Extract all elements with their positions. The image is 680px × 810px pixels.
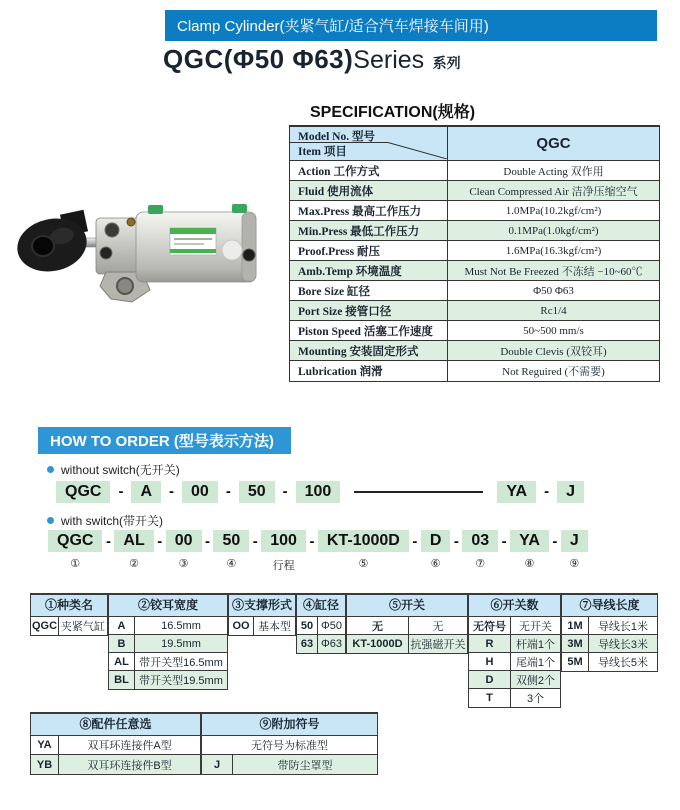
selection-row [229, 617, 295, 635]
selection-cell-desc: 导线长3米 [597, 638, 649, 651]
order-code-segment: 00 [166, 530, 202, 552]
order-code-column [114, 530, 153, 570]
without-switch-label: without switch(无开关) [61, 463, 180, 477]
selection-row [469, 653, 560, 671]
selection-row [469, 635, 560, 653]
order-code-with-switch [48, 530, 588, 573]
order-code-segment: QGC [56, 481, 110, 503]
spec-header-item-label: Item 项目 [298, 146, 347, 158]
selection-table-switch-count [468, 593, 561, 708]
without-switch-label-row [47, 461, 180, 478]
spec-row-label: Max.Press 最高工作压力 [290, 201, 448, 220]
selection-table-header: ②铰耳宽度 [109, 595, 227, 617]
selection-table-header: ⑧配件任意选 [31, 714, 200, 736]
order-code-segment: YA [510, 530, 549, 552]
selection-table-wire-length [561, 593, 658, 672]
order-code-mark: 行程 [272, 560, 295, 572]
spec-table-header [290, 127, 659, 161]
order-code-segment: 100 [296, 481, 341, 503]
spec-row-value: 50~500 mm/s [523, 324, 584, 337]
order-code-segment: AL [114, 530, 153, 552]
with-switch-label: with switch(带开关) [61, 514, 164, 528]
selection-cell-desc: 无开关 [519, 620, 552, 633]
selection-cell-desc: 杆端1个 [515, 638, 556, 651]
selection-cell-code: YA [31, 736, 59, 754]
order-code-segment: D [421, 530, 451, 552]
order-code-mark: ⑤ [358, 558, 369, 570]
order-code-column [213, 530, 249, 570]
selection-row [109, 653, 227, 671]
spec-row [290, 341, 659, 361]
spec-header-diagonal-cell [290, 127, 448, 160]
accessory-table-fitting [30, 712, 201, 775]
selection-cell-code: 50 [297, 617, 318, 634]
selection-table-switch [346, 593, 468, 654]
code-separator: - [552, 533, 558, 550]
selection-cell-desc: Φ63 [320, 638, 342, 650]
selection-cell-desc: 双耳环连接件A型 [87, 740, 172, 752]
spec-row [290, 301, 659, 321]
selection-row [109, 617, 227, 635]
selection-row [31, 617, 107, 635]
order-code-segment: QGC [48, 530, 102, 552]
code-separator: - [282, 483, 288, 500]
how-to-order-banner [38, 427, 291, 454]
code-separator: - [225, 483, 231, 500]
selection-cell-desc: 尾端1个 [515, 656, 556, 669]
spec-header-model-label: Model No. 型号 [298, 131, 375, 143]
with-switch-label-row [47, 512, 163, 529]
order-code-column [166, 530, 202, 570]
selection-cell-desc: 16.5mm [161, 619, 201, 632]
code-separator: - [157, 533, 163, 550]
cushion-cap [148, 205, 163, 214]
order-code-mark: ③ [178, 558, 189, 570]
selection-cell-code: BL [109, 671, 135, 689]
code-separator: - [118, 483, 124, 500]
selection-row [297, 635, 345, 653]
selection-cell-code: 63 [297, 635, 318, 653]
code-separator: - [205, 533, 210, 550]
order-code-segment: 03 [462, 530, 498, 552]
spec-row [290, 321, 659, 341]
order-code-mark: ⑦ [475, 558, 486, 570]
selection-cell-desc: 带防尘罩型 [277, 759, 333, 772]
top-banner [165, 10, 657, 41]
specification-heading: SPECIFICATION(规格) [310, 104, 476, 121]
selection-cell-code: 3M [562, 635, 589, 652]
spec-row-value: Clean Compressed Air 洁净压缩空气 [469, 185, 638, 198]
title-suffix: 系列 [432, 55, 461, 71]
code-separator: - [309, 533, 315, 550]
order-code-segment: J [557, 481, 584, 503]
title-model: QGC(Φ50 Φ63) [163, 44, 354, 74]
selection-cell-span: 无符号为标准型 [251, 740, 328, 752]
spec-row-label: Min.Press 最低工作压力 [290, 221, 448, 240]
order-code-mark: ④ [226, 558, 237, 570]
selection-row [202, 755, 377, 774]
spec-row-value: 1.6MPa(16.3kgf/cm²) [505, 244, 602, 257]
selection-cell-code: AL [109, 653, 135, 670]
selection-table-type [30, 593, 108, 636]
spec-row-label: Action 工作方式 [290, 161, 448, 180]
order-code-segment: 50 [213, 530, 249, 552]
selection-row [31, 736, 200, 755]
selection-cell-code: J [202, 755, 233, 774]
selection-table-header: ④缸径 [297, 595, 345, 617]
selection-cell-desc: 夹紧气缸 [61, 621, 105, 633]
spec-row-value: Φ50 Φ63 [533, 284, 574, 297]
title-series: Series [353, 46, 425, 74]
bullet-icon [47, 466, 54, 473]
selection-row [31, 755, 200, 774]
code-separator: - [544, 483, 550, 500]
spec-row-label: Port Size 接管口径 [290, 301, 448, 320]
selection-table-header: ⑦导线长度 [562, 595, 657, 617]
code-separator: - [169, 483, 175, 500]
selection-table-header: ①种类名 [31, 595, 107, 617]
spec-row [290, 261, 659, 281]
selection-cell-code: QGC [31, 617, 59, 635]
accessory-table-suffix [201, 712, 378, 775]
selection-row [347, 617, 467, 635]
order-code-mark: ① [70, 558, 81, 570]
selection-cell-desc: 导线长1米 [597, 620, 649, 633]
order-code-column [261, 530, 306, 573]
order-code-column [421, 530, 451, 570]
selection-cell-code: OO [229, 617, 254, 635]
spec-row-value: Double Acting 双作用 [503, 165, 604, 178]
selection-cell-code: A [109, 617, 135, 634]
selection-cell-desc: 带开关型19.5mm [139, 675, 223, 687]
selection-row [109, 671, 227, 689]
selection-row [469, 671, 560, 689]
round-sticker [222, 240, 242, 260]
spec-row [290, 221, 659, 241]
selection-cell-code: 1M [562, 617, 589, 634]
spec-row-label: Proof.Press 耐压 [290, 241, 448, 260]
selection-table-header: ⑨附加符号 [202, 714, 377, 736]
code-separator: - [501, 533, 507, 550]
selection-cell-code: R [469, 635, 511, 652]
order-code-segment: KT-1000D [318, 530, 409, 552]
selection-cell-desc: 双耳环连接件B型 [87, 759, 172, 772]
spec-row-label: Piston Speed 活塞工作速度 [290, 321, 448, 340]
order-code-column [510, 530, 549, 570]
selection-cell-code: YB [31, 755, 59, 774]
bullet-icon [47, 517, 54, 524]
selection-row [469, 689, 560, 707]
selection-cell-code: 无 [347, 617, 409, 634]
page-title [163, 44, 461, 75]
order-code-segment: 100 [261, 530, 306, 552]
selection-table-header: ⑥开关数 [469, 595, 560, 617]
selection-cell-desc: Φ50 [320, 619, 342, 632]
selection-cell-desc: 无 [432, 620, 444, 633]
code-separator: - [412, 533, 418, 550]
spec-row-value: 0.1MPa(1.0kgf/cm²) [508, 224, 599, 237]
selection-cell-code: B [109, 635, 135, 652]
order-code-column [318, 530, 409, 570]
spec-row [290, 181, 659, 201]
spec-row [290, 281, 659, 301]
spec-row-label: Mounting 安装固定形式 [290, 341, 448, 360]
selection-cell-desc: 带开关型16.5mm [139, 656, 223, 669]
selection-row [347, 635, 467, 653]
code-separator: - [105, 533, 111, 550]
selection-cell-desc: 3个 [526, 693, 545, 705]
selection-row [202, 736, 377, 755]
selection-row [469, 617, 560, 635]
order-code-line [354, 491, 483, 493]
selection-cell-desc: 双侧2个 [515, 674, 556, 687]
spec-header-model-value: QGC [536, 135, 571, 152]
spec-row-value: Double Clevis (双铰耳) [500, 345, 607, 358]
selection-table-bore [296, 593, 346, 654]
selection-table-support-form [228, 593, 296, 636]
order-code-segment: YA [497, 481, 536, 503]
order-code-segment: A [131, 481, 161, 503]
order-code-column [561, 530, 588, 570]
spec-row [290, 161, 659, 181]
order-code-segment: J [561, 530, 588, 552]
selection-row [109, 635, 227, 653]
spec-row [290, 241, 659, 261]
selection-row [562, 617, 657, 635]
selection-cell-code: H [469, 653, 511, 670]
selection-row [562, 653, 657, 671]
spec-row-value: 1.0MPa(10.2kgf/cm²) [505, 204, 602, 217]
order-code-mark: ⑧ [524, 558, 535, 570]
spec-row-value: Must Not Be Freezed 不冻结 −10~60℃ [464, 265, 643, 278]
selection-cell-code: T [469, 689, 511, 707]
how-to-order-heading: HOW TO ORDER (型号表示方法) [50, 433, 274, 450]
spec-row [290, 201, 659, 221]
selection-cell-desc: 抗强磁开关 [410, 639, 466, 651]
order-code-mark: ② [129, 558, 140, 570]
selection-table-clevis-width [108, 593, 228, 690]
selection-table-header: ⑤开关 [347, 595, 467, 617]
spec-row-value: Rc1/4 [540, 304, 567, 317]
order-code-without-switch [56, 480, 584, 504]
order-code-column [48, 530, 102, 570]
selection-cell-code: D [469, 671, 511, 688]
selection-table-header: ③支撑形式 [229, 595, 295, 617]
code-separator: - [453, 533, 459, 550]
order-code-segment: 50 [239, 481, 275, 503]
selection-cell-desc: 导线长5米 [597, 657, 649, 669]
top-banner-text: Clamp Cylinder(夹紧气缸/适合汽车焊接车间用) [177, 18, 489, 35]
code-separator: - [252, 533, 258, 550]
order-code-column [462, 530, 498, 570]
spec-row-value: Not Reguired (不需要) [502, 366, 605, 378]
product-photo [10, 192, 280, 307]
order-code-segment: 00 [182, 481, 218, 503]
selection-cell-code: KT-1000D [347, 635, 409, 653]
spec-row-label: Fluid 使用流体 [290, 181, 448, 200]
order-code-mark: ⑨ [569, 558, 580, 570]
specification-table [289, 125, 660, 382]
spec-row [290, 361, 659, 381]
spec-row-label: Bore Size 缸径 [290, 281, 448, 300]
selection-cell-desc: 19.5mm [161, 637, 201, 650]
spec-table-rows [290, 161, 659, 381]
order-code-mark: ⑥ [430, 558, 441, 570]
selection-cell-code: 无符号 [469, 617, 511, 634]
selection-cell-code: 5M [562, 653, 589, 671]
selection-cell-desc: 基本型 [258, 621, 291, 633]
selection-row [297, 617, 345, 635]
spec-row-label: Amb.Temp 环境温度 [290, 261, 448, 280]
spec-row-label: Lubrication 润滑 [290, 361, 448, 381]
selection-row [562, 635, 657, 653]
